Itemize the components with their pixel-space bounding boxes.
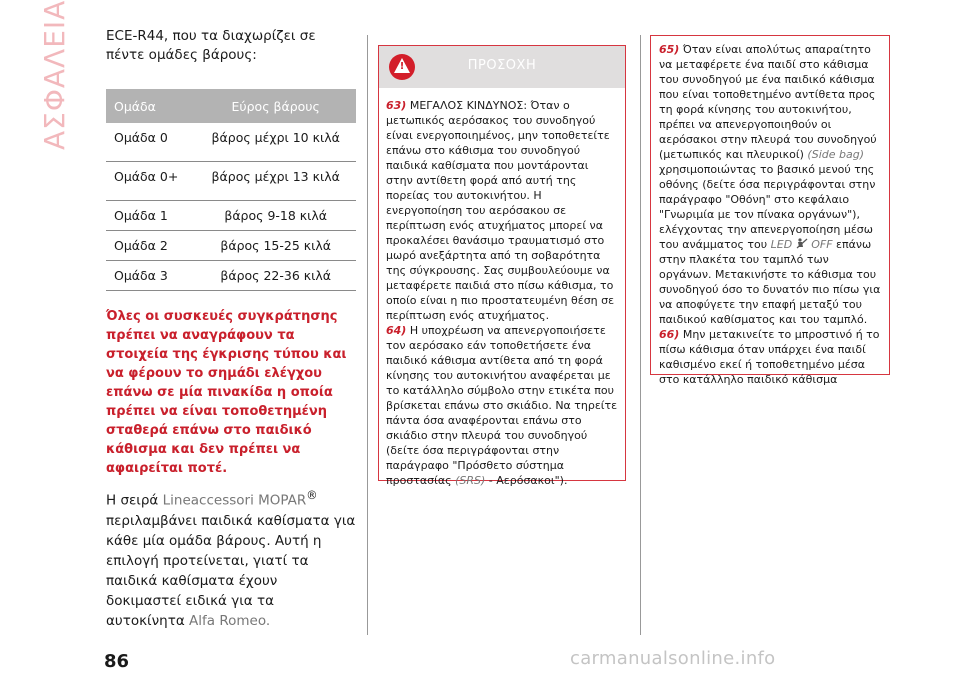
note-text-65a: Όταν είναι απολύτως απαραίτητο να μεταφέρετε ένα παιδί στο κάθισμα του συνοδηγού με ένα παιδικό κάθισμα που είναι τοποθετημένο αντίθετα προς τη φορά κίνησης του αυτοκινήτου, πρέπει να απενεργοποιηθούν οι αερόσακοι στην πλευρά του συνοδηγού (μετωπικός και πλευρικοί) (659, 43, 877, 161)
series-brand: Lineaccessori MOPAR (162, 492, 307, 509)
table-cell-weight: βάρος μέχρι 13 κιλά (195, 162, 356, 201)
registered-mark: ® (306, 489, 318, 502)
table-row (106, 123, 356, 162)
table-cell-group: Ομάδα 3 (106, 261, 195, 291)
table-cell-group: Ομάδα 1 (106, 201, 195, 231)
note-text-65b: χρησιμοποιώντας το βασικό μενού της οθόνης (δείτε όσα περιγράφονται στην παράγραφο "Οθόνη" στο κεφάλαιο "Γνωριμία με τον πίνακα οργάνων"), ελέγχοντας την απενεργοποίηση μέσω του ανάμματος του (659, 163, 876, 251)
note-text-63: ΜΕΓΑΛΟΣ ΚΙΝΔΥΝΟΣ: Όταν ο μετωπικός αερόσακος του συνοδηγού είναι ενεργοποιημένος, μην τοποθετείτε επάνω στο κάθισμα του συνοδηγού παιδικά καθίσματα που μοντάρονται στην αντίθετη φορά από αυτή της πορείας του αυτοκινήτου. Η ενεργοποίηση του αερόσακου σε περίπτωση ενός ατυχήματος μπορεί να προκαλέσει θανάσιμο τραυματισμό στο μωρό ανεξάρτητα από τη σοβαρότητα της σύγκρουσης. Σας συμβουλεύουμε να μεταφέρετε παιδιά στο πίσω κάθισμα, το οποίο είναι η πιο προστατευμένη θέση σε περίπτωση ενός ατυχήματος. (386, 99, 615, 322)
section-side-label: ΑΣΦΑΛΕΙΑ (38, 0, 71, 150)
page-number: 86 (104, 651, 130, 672)
table-cell-group: Ομάδα 0+ (106, 162, 195, 201)
column-divider (367, 35, 368, 635)
approval-notice: Όλες οι συσκευές συγκράτησης πρέπει να αναγράφουν τα στοιχεία της έγκρισης τύπου και να φέρουν το σημάδι ελέγχου επάνω σε μία πινακίδα η οποία πρέπει να είναι τοποθετημένη σταθερά επάνω στο παιδικό κάθισμα και δεν πρέπει να αφαιρείται ποτέ. (106, 309, 347, 476)
table-cell-group: Ομάδα 0 (106, 123, 195, 162)
warning-triangle-icon: ! (389, 54, 415, 80)
note-text-64-end: - Αερόσακοι"). (488, 474, 568, 487)
off-label: OFF (811, 238, 833, 251)
weight-group-table (106, 89, 356, 291)
table-cell-weight: βάρος 9-18 κιλά (195, 201, 356, 231)
table-row (106, 261, 356, 291)
intro-text: ECE-R44, που τα διαχωρίζει σε πέντε ομάδες βάρους: (106, 28, 316, 63)
left-column (106, 27, 356, 631)
airbag-off-icon (796, 238, 808, 249)
series-make: Alfa Romeo. (189, 612, 271, 629)
note-text-64: Η υποχρέωση να απενεργοποιήσετε τον αερόσακο εάν τοποθετήσετε ένα παιδικό κάθισμα αντίθετα από τη φορά κίνησης του αυτοκινήτου αναφέρεται με το κατάλληλο σύμβολο στην ετικέτα που βρίσκεται επάνω στο σκιάδιο. Να τηρείτε πάντα όσα αναφέρονται επάνω στο σκιάδιο στην πλευρά του συνοδηγού (δείτε όσα περιγράφονται στην παράγραφο "Πρόσθετο σύστημα προστασίας (386, 324, 618, 487)
warning-header (379, 46, 625, 88)
table-cell-weight: βάρος 15-25 κιλά (195, 231, 356, 261)
led-label: LED (770, 238, 793, 251)
warning-title: ΠΡΟΣΟΧΗ (467, 58, 537, 73)
warning-box-continued (650, 35, 890, 386)
note-number-66: 66) (659, 328, 680, 341)
note-text-65c: επάνω στην πλακέτα του ταμπλό των οργάνων. Μετακινήστε το κάθισμα του συνοδηγού όσο το δυνατόν πιο πίσω για να αποφύγετε την επαφή μεταξύ του παιδικού καθίσματος και του ταμπλό. (659, 238, 881, 326)
series-paragraph (106, 486, 356, 631)
watermark-text: carmanualsonline.info (570, 648, 776, 669)
table-cell-weight: βάρος μέχρι 10 κιλά (195, 123, 356, 162)
table-row (106, 231, 356, 261)
warning-body (379, 88, 625, 488)
side-bag-label: (Side bag) (807, 148, 864, 161)
note-text-66: Μην μετακινείτε το μπροστινό ή το πίσω κάθισμα όταν υπάρχει ένα παιδί καθισμένο εκεί ή τοποθετημένο μέσα στο κατάλληλο παιδικό κάθισμα (659, 328, 880, 386)
column-divider (640, 35, 641, 635)
table-header-row (106, 89, 356, 123)
note-number-63: 63) (386, 99, 407, 112)
srs-label: (SRS) (455, 474, 486, 487)
table-row (106, 162, 356, 201)
note-number-65: 65) (659, 43, 680, 56)
table-cell-group: Ομάδα 2 (106, 231, 195, 261)
series-prefix: Η σειρά (106, 492, 159, 509)
table-row (106, 201, 356, 231)
table-header-group: Ομάδα (106, 89, 195, 123)
note-number-64: 64) (386, 324, 407, 337)
series-text: περιλαμβάνει παιδικά καθίσματα για κάθε μία ομάδα βάρους. Αυτή η επιλογή προτείνεται, γιατί τα παιδικά καθίσματα έχουν δοκιμαστεί ειδικά για τα αυτοκίνητα (106, 512, 356, 629)
table-header-weight: Εύρος βάρους (195, 89, 356, 123)
warning-box (378, 45, 626, 487)
warning-body-continued (651, 36, 889, 387)
table-cell-weight: βάρος 22-36 κιλά (195, 261, 356, 291)
